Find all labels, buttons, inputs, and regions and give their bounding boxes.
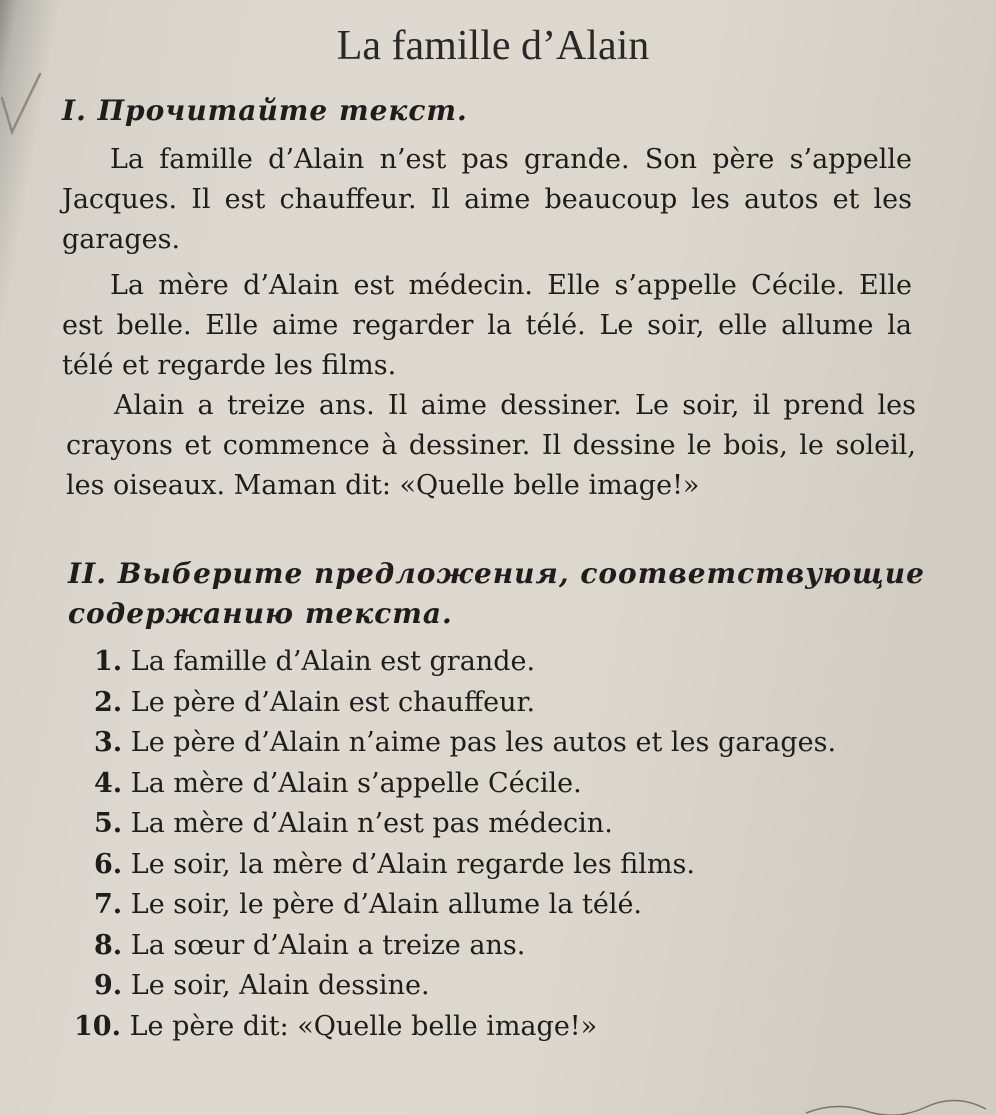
item-number: 1. bbox=[94, 646, 123, 677]
paragraph-2 bbox=[62, 266, 912, 386]
item-text: La mère d’Alain s’appelle Cécile. bbox=[130, 767, 582, 799]
section-1-heading: I. Прочитайте текст. bbox=[62, 94, 468, 127]
paragraph-3-text: Alain a treize ans. Il aime dessiner. Le soir, il prend les crayons et commence à dessiner. Il dessine le bois, le soleil, les oiseaux. Maman dit: «Quelle belle image!» bbox=[66, 390, 916, 501]
list-item bbox=[66, 804, 946, 845]
item-text: Le père d’Alain n’aime pas les autos et les garages. bbox=[130, 727, 837, 758]
list-item bbox=[66, 966, 946, 1007]
list-item bbox=[66, 1007, 946, 1048]
item-number: 9. bbox=[94, 970, 123, 1001]
item-text: La sœur d’Alain a treize ans. bbox=[130, 929, 526, 961]
item-number: 10. bbox=[74, 1010, 121, 1042]
item-number: 6. bbox=[94, 848, 123, 880]
paragraph-1-text: La famille d’Alain n’est pas grande. Son père s’appelle Jacques. Il est chauffeur. Il aime beaucoup les autos et les garages. bbox=[62, 144, 912, 255]
item-text: Le soir, la mère d’Alain regarde les films. bbox=[130, 848, 695, 880]
paragraph-3 bbox=[66, 386, 916, 506]
item-text: Le soir, Alain dessine. bbox=[130, 970, 430, 1001]
list-item bbox=[66, 764, 946, 805]
handwritten-scribble-icon bbox=[796, 1095, 996, 1115]
item-number: 7. bbox=[94, 889, 123, 920]
section-2-heading: II. Выберите предложения, соответствующие содержанию текста. bbox=[68, 557, 925, 630]
item-number: 3. bbox=[94, 727, 123, 758]
item-text: Le soir, le père d’Alain allume la télé. bbox=[130, 889, 643, 920]
list-item bbox=[66, 723, 944, 764]
list-item bbox=[66, 642, 946, 683]
list-item bbox=[66, 885, 946, 926]
list-item bbox=[66, 845, 946, 886]
item-number: 8. bbox=[94, 929, 123, 961]
item-text: Le père d’Alain est chauffeur. bbox=[130, 686, 536, 718]
page-title: La famille d’Alain bbox=[336, 23, 650, 69]
statement-list bbox=[66, 642, 946, 1047]
list-item bbox=[66, 926, 946, 967]
item-text: La famille d’Alain est grande. bbox=[130, 646, 536, 677]
list-item bbox=[66, 683, 946, 724]
paragraph-1 bbox=[62, 140, 912, 260]
paragraph-2-text: La mère d’Alain est médecin. Elle s’appelle Cécile. Elle est belle. Elle aime regarder la télé. Le soir, elle allume la télé et regarde les films. bbox=[62, 270, 912, 381]
item-text: La mère d’Alain n’est pas médecin. bbox=[130, 808, 613, 839]
item-text: Le père dit: «Quelle belle image!» bbox=[129, 1010, 598, 1042]
item-number: 2. bbox=[94, 686, 123, 718]
item-number: 5. bbox=[94, 808, 123, 839]
item-number: 4. bbox=[94, 767, 123, 799]
pencil-check-mark-icon bbox=[0, 70, 60, 140]
